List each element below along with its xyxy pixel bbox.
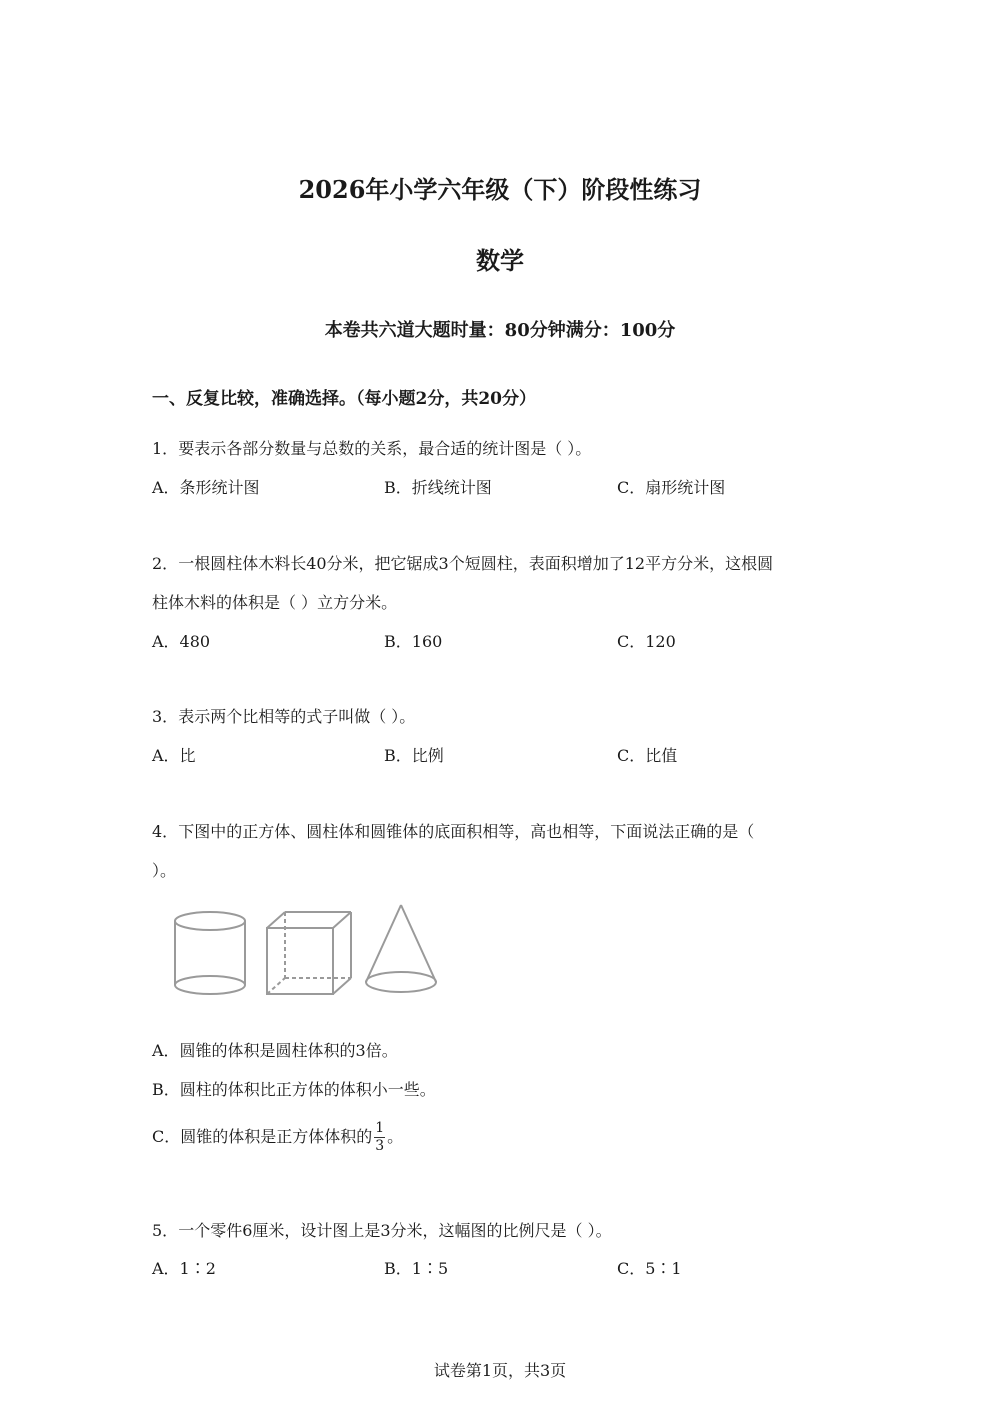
fraction-denominator: 3	[375, 1138, 385, 1154]
question-text: 表示两个比相等的式子叫做（ ）。	[178, 707, 416, 726]
cube-shape	[267, 912, 351, 994]
option-b[interactable]: B．圆柱的体积比正方体的体积小一些。	[152, 1080, 436, 1099]
question-text-line1: 一根圆柱体木料长40分米，把它锯成3个短圆柱，表面积增加了12平方分米，这根圆	[178, 554, 774, 573]
question-number: 4．	[152, 822, 179, 841]
option-a[interactable]: A．1∶2	[152, 1259, 216, 1278]
fraction	[374, 1120, 385, 1155]
option-a[interactable]: A．条形统计图	[152, 478, 260, 497]
question-3	[152, 707, 415, 727]
option-c[interactable]	[152, 1117, 403, 1157]
solids-figure	[165, 900, 445, 1002]
question-4-line2: ）。	[152, 861, 177, 880]
cylinder-shape	[175, 912, 245, 994]
option-b[interactable]: B．1∶5	[384, 1259, 449, 1278]
option-c-suffix: 。	[387, 1127, 404, 1146]
question-text: 一个零件6厘米，设计图上是3分米，这幅图的比例尺是（ ）。	[178, 1221, 612, 1240]
fraction-numerator: 1	[375, 1120, 385, 1136]
cone-shape	[366, 905, 436, 992]
question-2-line2: 柱体木料的体积是（ ）立方分米。	[152, 593, 398, 612]
question-number: 3．	[152, 707, 179, 726]
option-a[interactable]: A．圆锥的体积是圆柱体积的3倍。	[152, 1041, 398, 1060]
section-heading: 一、反复比较，准确选择。（每小题2分，共20分）	[152, 389, 536, 409]
question-5	[152, 1221, 612, 1241]
page-footer: 试卷第1页，共3页	[433, 1361, 567, 1380]
option-c[interactable]: C．5∶1	[617, 1259, 682, 1278]
option-c[interactable]: C．比值	[617, 746, 678, 765]
question-number: 1．	[152, 439, 179, 458]
option-b[interactable]: B．160	[384, 632, 443, 651]
subject-title: 数学	[476, 246, 524, 275]
option-c[interactable]: C．扇形统计图	[617, 478, 726, 497]
option-a[interactable]: A．比	[152, 746, 196, 765]
option-b[interactable]: B．比例	[384, 746, 444, 765]
exam-info: 本卷共六道大题时量：80分钟满分：100分	[324, 320, 676, 341]
question-number: 2．	[152, 554, 179, 573]
question-1	[152, 439, 591, 459]
option-c[interactable]: C．120	[617, 632, 676, 651]
question-2	[152, 554, 773, 574]
exam-title: 2026年小学六年级（下）阶段性练习	[298, 175, 702, 204]
question-text: 要表示各部分数量与总数的关系，最合适的统计图是（ ）。	[178, 439, 592, 458]
question-text-line1: 下图中的正方体、圆柱体和圆锥体的底面积相等，高也相等，下面说法正确的是（	[178, 822, 755, 841]
option-a[interactable]: A．480	[152, 632, 211, 651]
question-4	[152, 822, 754, 842]
question-number: 5．	[152, 1221, 179, 1240]
option-b[interactable]: B．折线统计图	[384, 478, 492, 497]
option-c-text: C．圆锥的体积是正方体体积的	[152, 1127, 373, 1146]
